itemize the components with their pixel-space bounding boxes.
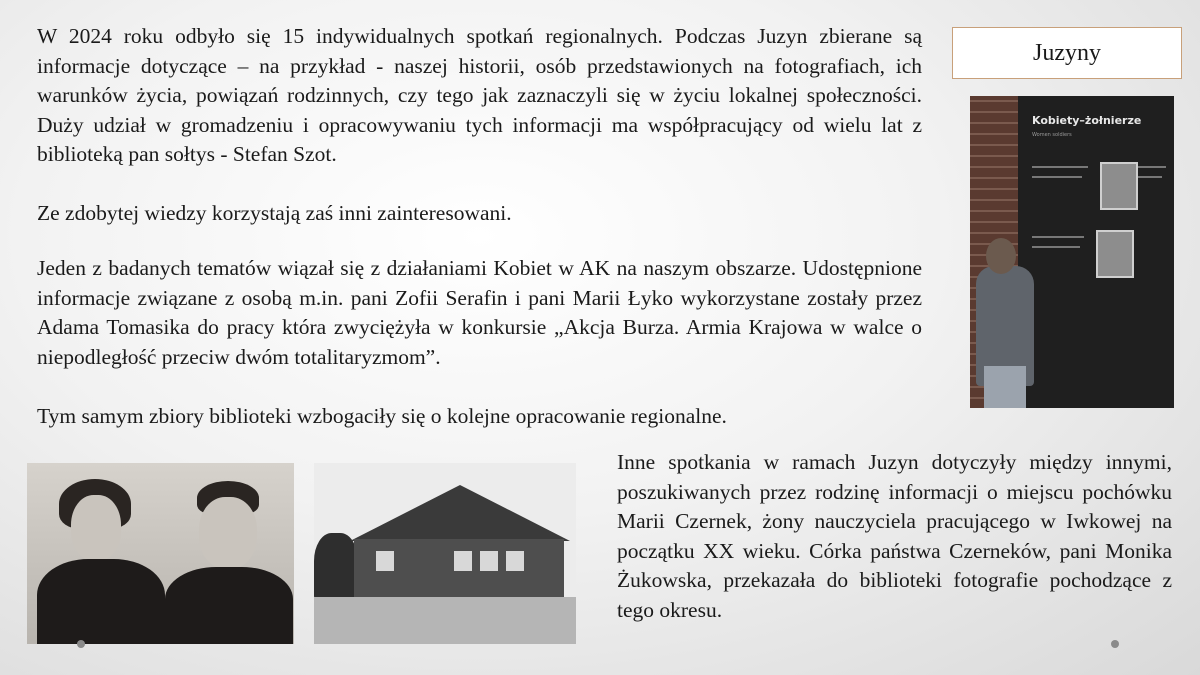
decorative-dot — [1111, 640, 1119, 648]
exhibit-photo — [970, 96, 1174, 408]
slide-title: Juzyny — [1033, 39, 1101, 66]
paragraph-women-ak-text: Jeden z badanych tematów wiązał się z działaniami Kobiet w AK na naszym obszarze. Udostępnione informacje związane z osobą m.in. pani Zofii Serafin i pani Marii Łyko wykorzystane zostały przez Adama Tomasika do pracy która zwyciężyła w konkursie „Akcja Burza. Armia Krajowa w walce o niepodległość przeciw dwóm totalitaryzmom”. — [37, 256, 922, 369]
paragraph-meetings-text: W 2024 roku odbyło się 15 indywidualnych spotkań regionalnych. Podczas Juzyn zbierane są informacje dotyczące – na przykład - naszej historii, osób przedstawionych na fotografiach, ich warunków życia, powiązań rodzinnych, czy tego jak zaznaczyli się w życiu lokalnej społeczności. Duży udział w gromadzeniu i opracowywaniu tych informacji ma współpracujący od wielu lat z biblioteką pan sołtys - Stefan Szot. — [37, 24, 922, 166]
paragraph-meetings — [37, 22, 922, 170]
woman-dress — [37, 559, 165, 644]
paragraph-meetings-end — [37, 199, 922, 229]
man-face — [199, 497, 257, 569]
exhibit-portrait-1 — [1100, 162, 1138, 210]
exhibit-text-line — [1032, 236, 1084, 238]
exhibit-portrait-2 — [1096, 230, 1134, 278]
house-window — [506, 551, 524, 571]
house-window — [480, 551, 498, 571]
exhibit-text-line — [1032, 176, 1082, 178]
house-window — [376, 551, 394, 571]
house-roof — [350, 485, 570, 541]
paragraph-collection — [37, 402, 922, 432]
exhibit-panel — [1018, 96, 1174, 408]
decorative-dot — [77, 640, 85, 648]
exhibit-panel-title: Kobiety–żołnierze — [1032, 114, 1142, 127]
couple-portrait-photo — [27, 463, 294, 644]
exhibit-text-line — [1138, 176, 1162, 178]
paragraph-women-ak — [37, 254, 922, 372]
exhibit-text-line — [1032, 246, 1080, 248]
house-photo — [314, 463, 576, 644]
exhibit-text-line — [1138, 166, 1166, 168]
house-photo-ground — [314, 597, 576, 644]
visitor-head — [986, 238, 1016, 274]
paragraph-meetings-end-text: Ze zdobytej wiedzy korzystają zaś inni zainteresowani. — [37, 201, 512, 225]
house-photo-tree — [314, 533, 358, 603]
paragraph-czernek — [617, 448, 1172, 625]
paragraph-czernek-text: Inne spotkania w ramach Juzyn dotyczyły między innymi, poszukiwanych przez rodzinę informacji o miejscu pochówku Marii Czernek, żony nauczyciela pracującego w Iwkowej na początku XX wieku. Córka państwa Czerneków, pani Monika Żukowska, przekazała do biblioteki fotografie pochodzące z tego okresu. — [617, 450, 1172, 622]
man-suit — [165, 567, 293, 644]
paragraph-collection-text: Tym samym zbiory biblioteki wzbogaciły się o kolejne opracowanie regionalne. — [37, 404, 727, 428]
house-window — [454, 551, 472, 571]
exhibit-text-line — [1032, 166, 1088, 168]
exhibit-panel-subtitle: Women soldiers — [1032, 132, 1072, 138]
visitor-legs — [984, 366, 1026, 408]
woman-face — [71, 495, 121, 561]
title-box — [952, 27, 1182, 79]
